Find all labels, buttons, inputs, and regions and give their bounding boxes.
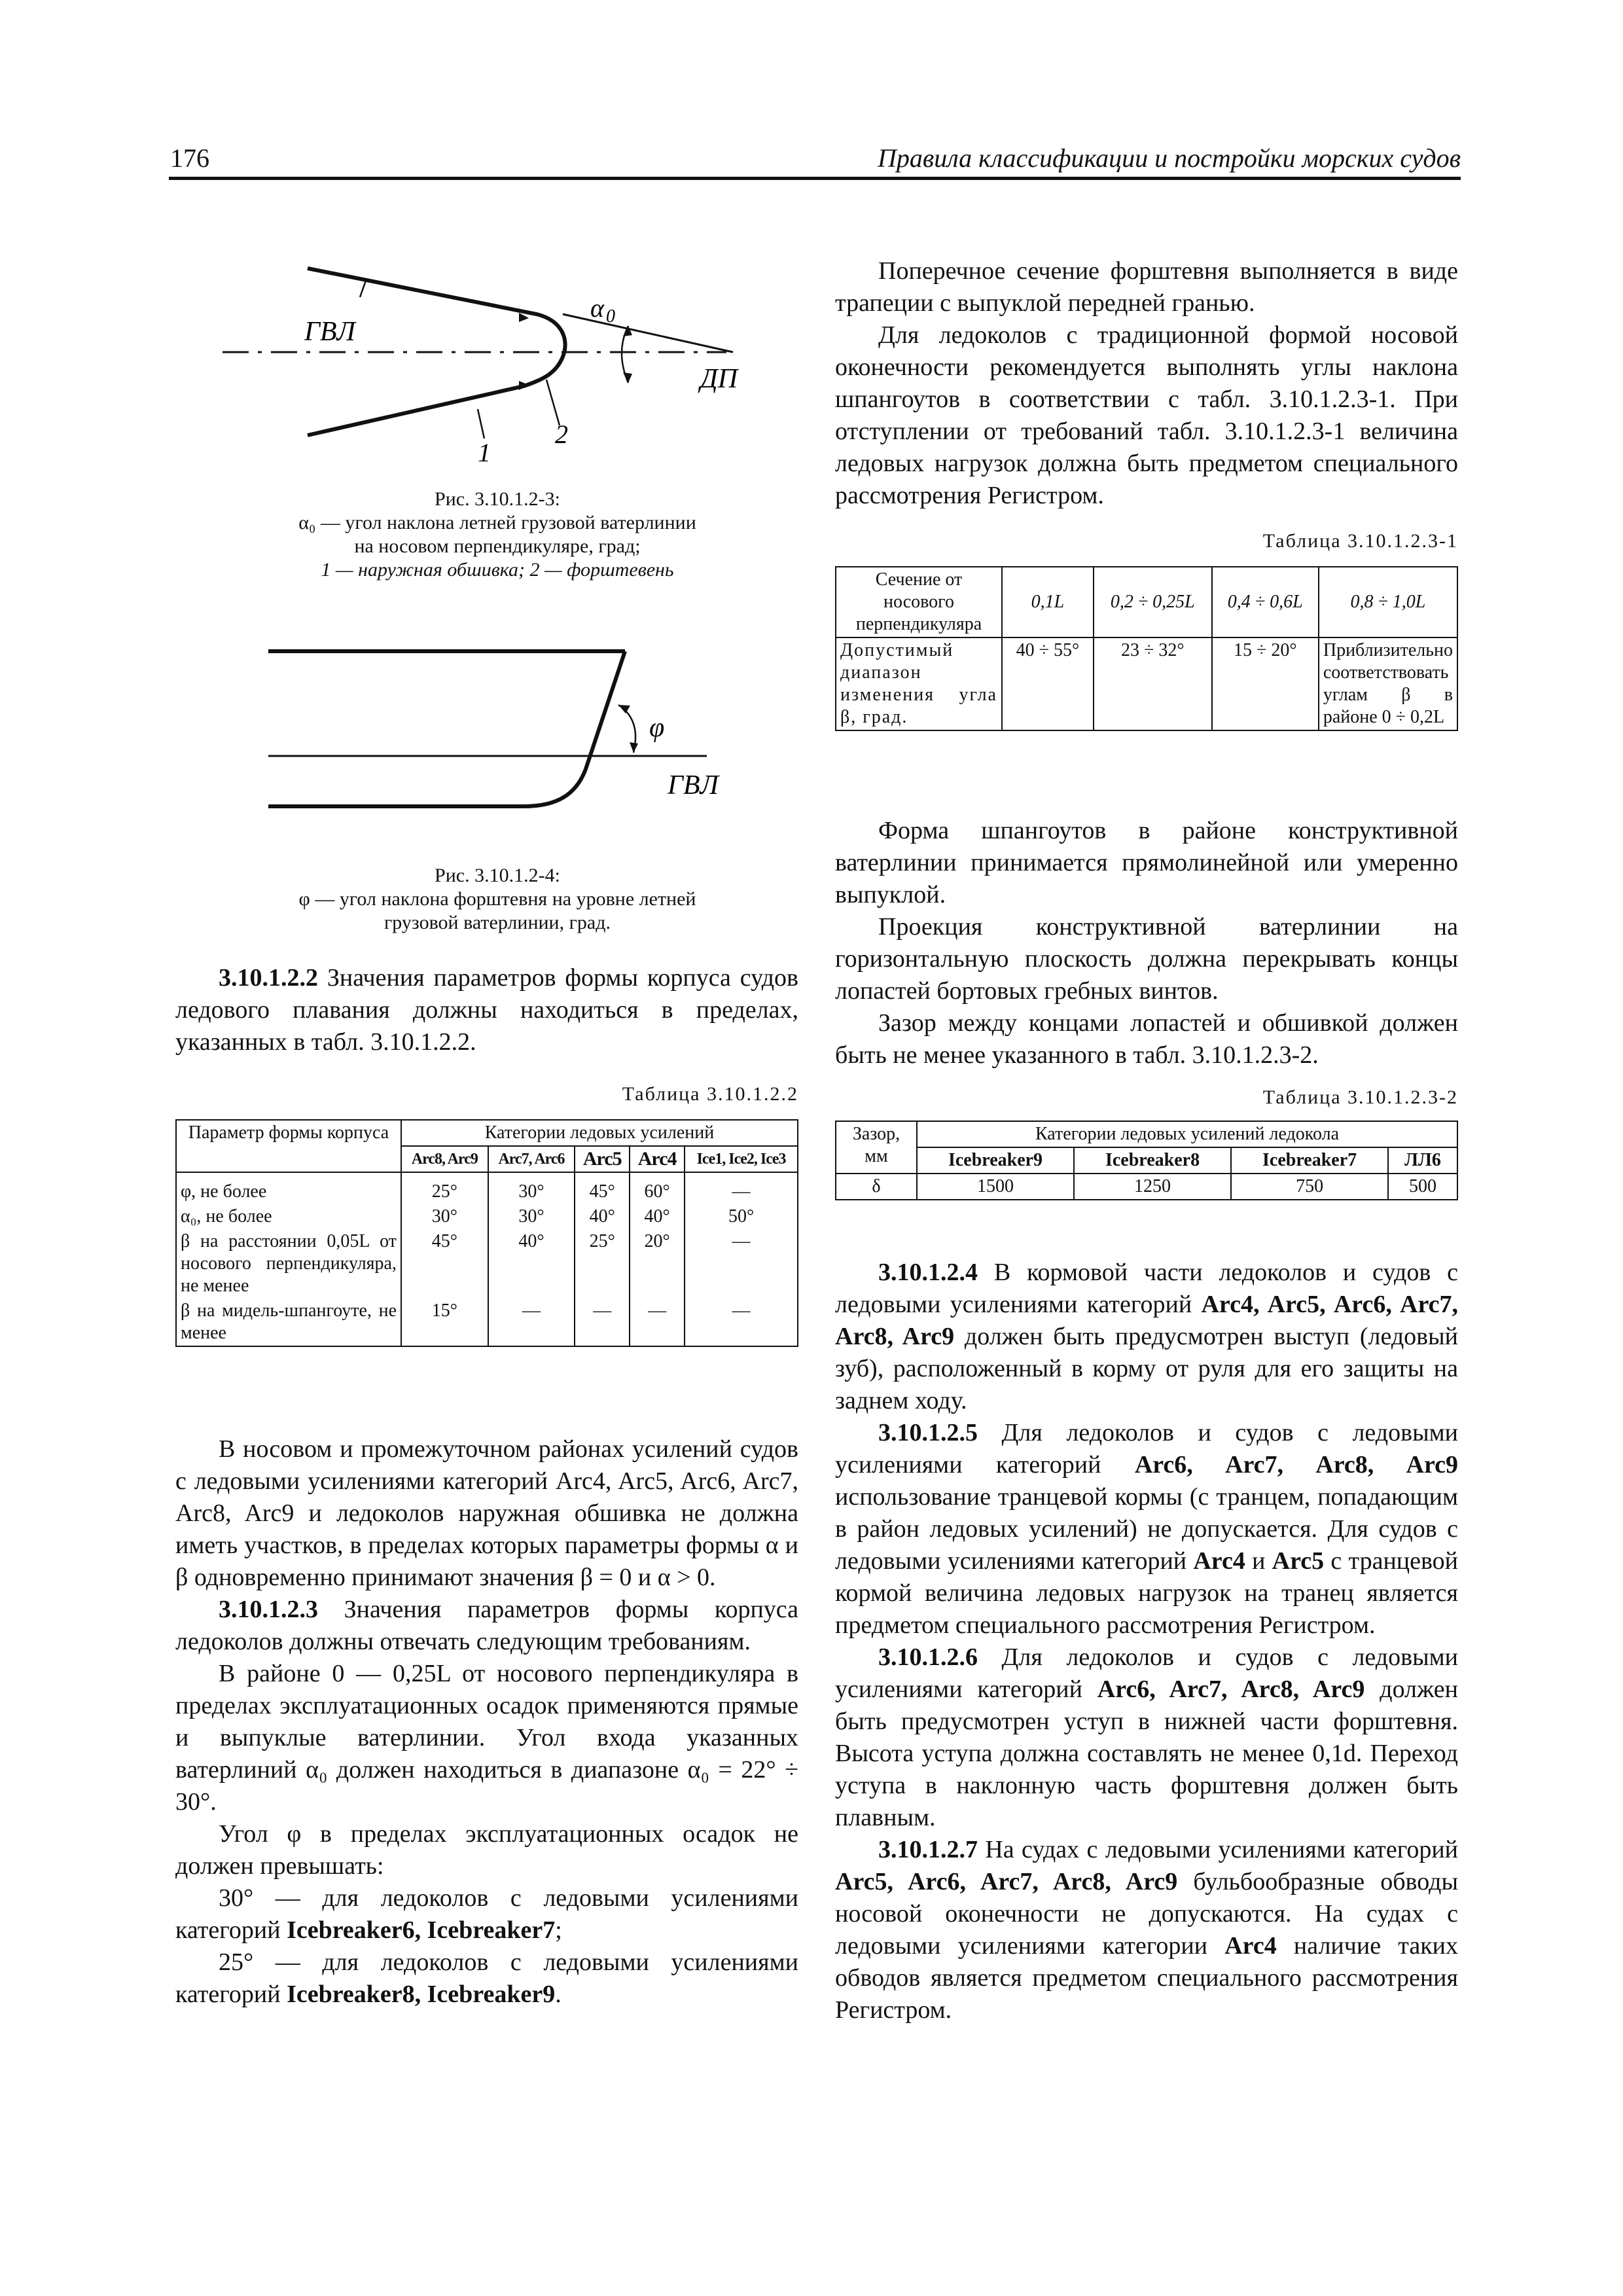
fig1-label-1: 1 [478,438,491,467]
table-row: β на расстоянии 0,05L от носового перпендикуляра, не менее 45° 40° 25° 20° — [176,1229,798,1299]
th-col: Arc4 [630,1146,685,1172]
fig2-label-phi: φ [649,713,665,743]
para-3-10-1-2-6: 3.10.1.2.6 Для ледоколов и судов с ледовыми усилениями категорий Arc6, Arc7, Arc8, Arc9 должен быть предусмотрен уступ в нижней части форштевня. Высота уступа должна составлять не менее 0,1d. Переход уступа в наклонную часть форштевня должен быть плавным. [835,1643,1458,1831]
para-clearance: Зазор между концами лопастей и обшивкой должен быть не менее указанного в табл. 3.10.1.2.3-2. [835,1009,1458,1069]
th-section: Сечение от носового перпендикуляра [836,567,1002,637]
table-row: φ, не более 25° 30° 45° 60° — [176,1172,798,1204]
table-row: β на мидель-шпангоуте, не менее 15° — — — — [176,1299,798,1346]
para-3-10-1-2-2: 3.10.1.2.2 Значения параметров формы корпуса судов ледового плавания должны находиться в пределах, указанных в табл. 3.10.1.2.2. [175,964,798,1056]
table-row: Допустимый диапазон изменения угла β, град. 40 ÷ 55° 23 ÷ 32° 15 ÷ 20° Приблизительно соответствовать углам β в районе 0 ÷ 0,2L [836,637,1457,730]
fig1-label-dp: ДП [700,364,738,394]
right-column [835,255,1458,512]
th-col: Arc7, Arc6 [488,1146,575,1172]
para-3-10-1-2-4: 3.10.1.2.4 В кормовой части ледоколов и судов с ледовыми усилениями категорий Arc4, Arc5, Arc6, Arc7, Arc8, Arc9 должен быть предусмотрен выступ (ледовый зуб), расположенный в корму от руля для его защиты на заднем ходу. [835,1259,1458,1414]
fig1-label-2: 2 [555,420,568,449]
table-3-10-1-2-3-2: Зазор, мм Категории ледовых усилений ледокола Icebreaker9 Icebreaker8 Icebreaker7 ЛЛ6 δ 1500 1250 750 500 [835,1121,1458,1200]
running-title: Правила классификации и постройки морских судов [877,143,1461,173]
fig2-label-gvl: ГВЛ [668,770,719,800]
th-categories: Категории ледовых усилений [401,1120,798,1146]
th-col: Ice1, Ice2, Ice3 [685,1146,798,1172]
figure-stem-angle [249,628,785,825]
para-3-10-1-2-7: 3.10.1.2.7 На судах с ледовыми усилениями категорий Arc5, Arc6, Arc7, Arc8, Arc9 бульбообразные обводы носовой оконечности не допускаются. На судах с ледовыми усилениями категории Arc4 наличие таких обводов является предметом специального рассмотрения Регистром. [835,1836,1458,2024]
table-row: α₀, не более 30° 30° 40° 40° 50° [176,1204,798,1229]
para-traditional-bow: Для ледоколов с традиционной формой носовой оконечности рекомендуется выполнять углы наклона шпангоутов в соответствии с табл. 3.10.1.2.3-1. При отступлении от требований табл. 3.10.1.2.3-1 величина ледовых нагрузок должна быть предметом специального рассмотрения Регистром. [835,321,1458,509]
page-number: 176 [170,143,209,173]
para-phi-angle: Угол φ в пределах эксплуатационных осадок не должен превышать: [175,1820,798,1880]
right-column-mid [835,815,1458,1071]
table-row: δ 1500 1250 750 500 [836,1174,1457,1200]
para-hull-shape: В носовом и промежуточном районах усилений судов с ледовыми усилениями категорий Arc4, Arc5, Arc6, Arc7, Arc8, Arc9 и ледоколов наружная обшивка не должна иметь участков, в пределах которых параметры формы α и β одновременно принимают значения β = 0 и α > 0. [175,1435,798,1591]
fig1-caption: Рис. 3.10.1.2-3: α₀ — угол наклона летней грузовой ватерлинии на носовом перпендикуляре, град; 1 — наружная обшивка; 2 — форштевень [298,488,696,581]
table-3-10-1-2-2 [175,1119,798,1347]
para-stem-section: Поперечное сечение форштевня выполняется в виде трапеции с выпуклой передней гранью. [835,257,1458,317]
para-3-10-1-2-3: 3.10.1.2.3 Значения параметров формы корпуса ледоколов должны отвечать следующим требованиям. [175,1596,798,1655]
table-3-10-1-2-3-1-label: Таблица 3.10.1.2.3-1 [1262,530,1458,552]
th-col: Arc5 [575,1146,630,1172]
th-icebreaker-categories: Категории ледовых усилений ледокола [917,1121,1457,1147]
para-3-10-1-2-5: 3.10.1.2.5 Для ледоколов и судов с ледовыми усилениями категорий Arc6, Arc7, Arc8, Arc9 использование транцевой кормы (с транцем, попадающим в район ледовых усилений) не допускается. Для судов с ледовыми усилениями категорий Arc4 и Arc5 с транцевой кормой величина ледовых нагрузок на транец является предметом специального рассмотрения Регистром. [835,1419,1459,1639]
th-col: Arc8, Arc9 [401,1146,488,1172]
fig1-label-alpha-sub: 0 [606,306,615,327]
left-column-lower [175,1433,798,2011]
fig1-label-gvl: ГВЛ [304,317,355,347]
para-30-deg: 30° — для ледоколов с ледовыми усилениями категорий Icebreaker6, Icebreaker7; [175,1884,798,1944]
para-waterline-projection: Проекция конструктивной ватерлинии на горизонтальную плоскость должна перекрывать концы лопастей бортовых гребных винтов. [835,913,1458,1005]
header-rule [169,177,1461,180]
para-region: В районе 0 — 0,25L от носового перпендикуляра в пределах эксплуатационных осадок применяются прямые и выпуклые ватерлинии. Угол входа указанных ватерлиний α₀ должен находиться в диапазоне α₀ = 22° ÷ 30°. [175,1660,798,1816]
th-param: Параметр формы корпуса [176,1120,401,1172]
fig2-caption: Рис. 3.10.1.2-4: φ — угол наклона форштевня на уровне летней грузовой ватерлинии, град. [298,865,696,933]
table-3-10-1-2-3-1: Сечение от носового перпендикуляра 0,1L 0,2 ÷ 0,25L 0,4 ÷ 0,6L 0,8 ÷ 1,0L Допустимый диапазон изменения угла β, град. 40 ÷ 55° 23 ÷ 32° 15 ÷ 20° Приблизительно соответствовать углам β в районе 0 ÷ 0,2L [835,566,1458,731]
para-frame-shape: Форма шпангоутов в районе конструктивной ватерлинии принимается прямолинейной или умеренно выпуклой. [835,817,1458,908]
table-3-10-1-2-3-2-label: Таблица 3.10.1.2.3-2 [1262,1086,1458,1108]
th-gap: Зазор, мм [836,1121,917,1174]
para-25-deg: 25° — для ледоколов с ледовыми усилениями категорий Icebreaker8, Icebreaker9. [175,1948,798,2008]
table-3-10-1-2-2-label: Таблица 3.10.1.2.2 [622,1083,798,1105]
figure-waterline-angle [196,249,798,471]
fig1-label-alpha: α [590,293,604,323]
left-column [175,962,798,1058]
right-column-lower [835,1257,1458,2026]
